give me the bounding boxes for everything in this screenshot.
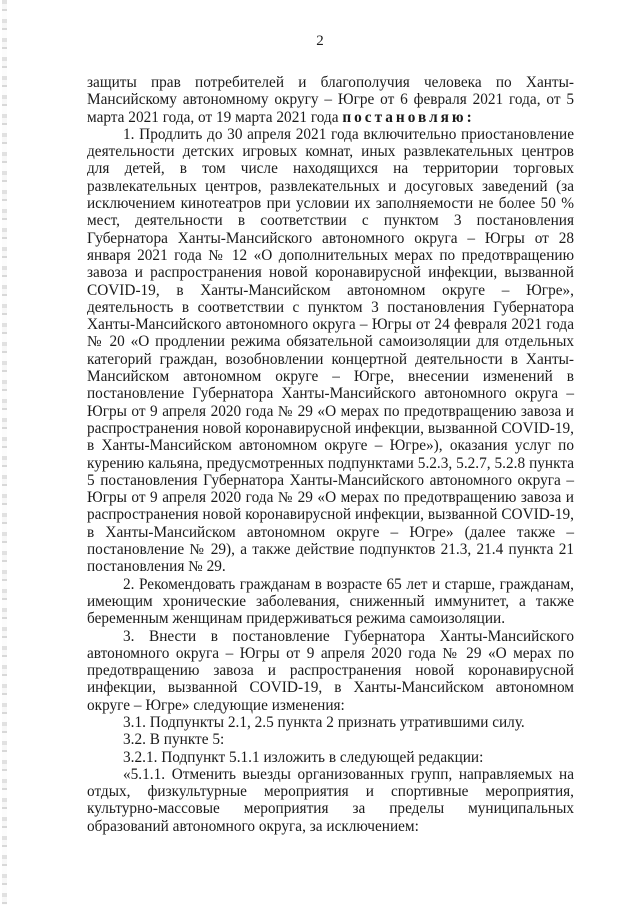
paragraph-5-1-1: «5.1.1. Отменить выезды организованных групп, направляемых на отдых, физкультурные мероприятия и спортивные мероприятия, культурно-массовые мероприятия за пределы муниципальных образований автономного округа, за исключением: (87, 765, 574, 835)
scan-edge (2, 0, 7, 905)
paragraph-1: 1. Продлить до 30 апреля 2021 года включительно приостановление деятельности детских игровых комнат, иных развлекательных центров для детей, в том числе находящихся на территории торговых развлекательных центров, развлекательных и досуговых заведений (за исключением кинотеатров при условии их заполняемости не более 50 % мест, деятельности в соответствии с пунктом 3 постановления Губернатора Ханты-Мансийского автономного округа – Югры от 28 января 2021 года № 12 «О дополнительных мерах по предотвращению завоза и распространения новой коронавирусной инфекции, вызванной COVID-19, в Ханты-Мансийском автономном округе – Югре», деятельность в соответствии с пунктом 3 постановления Губернатора Ханты-Мансийского автономного округа – Югры от 24 февраля 2021 года № 20 «О продлении режима обязательной самоизоляции для отдельных категорий граждан, возобновлении концертной деятельности в Ханты-Мансийском автономном округе – Югре, внесении изменений в постановление Губернатора Ханты-Мансийского автономного округа – Югры от 9 апреля 2020 года № 29 «О мерах по предотвращению завоза и распространения новой коронавирусной инфекции, вызванной COVID-19, в Ханты-Мансийском автономном округе – Югре»), оказания услуг по курению кальяна, предусмотренных подпунктами 5.2.3, 5.2.7, 5.2.8 пункта 5 постановления Губернатора Ханты-Мансийского автономного округа – Югры от 9 апреля 2020 года № 29 «О мерах по предотвращению завоза и распространения новой коронавирусной инфекции, вызванной COVID-19, в Ханты-Мансийском автономном округе – Югре» (далее также – постановление № 29), а также действие подпунктов 21.3, 21.4 пункта 21 постановления № 29. (87, 125, 574, 576)
paragraph-3: 3. Внести в постановление Губернатора Ханты-Мансийского автономного округа – Югры от 9 апреля 2020 года № 29 «О мерах по предотвращению завоза и распространения новой коронавирусной инфекции, вызванной COVID-19, в Ханты-Мансийском автономном округе – Югре» следующие изменения: (87, 627, 574, 714)
paragraph-preamble (87, 74, 574, 126)
page-number: 2 (316, 33, 324, 49)
document-body (87, 74, 574, 835)
paragraph-3-2-1: 3.2.1. Подпункт 5.1.1 изложить в следующей редакции: (123, 748, 484, 766)
decree-keyword: постановляю: (342, 108, 475, 126)
preamble-text: защиты прав потребителей и благополучия человека по Ханты-Мансийскому автономному округу – Югре от 6 февраля 2021 года, от 5 марта 2021 года, от 19 марта 2021 года (87, 74, 574, 126)
paragraph-3-1: 3.1. Подпункты 2.1, 2.5 пункта 2 признать утратившими силу. (123, 713, 525, 731)
paragraph-3-2: 3.2. В пункте 5: (123, 731, 225, 749)
paragraph-2: 2. Рекомендовать гражданам в возрасте 65 лет и старше, гражданам, имеющим хронические заболевания, сниженный иммунитет, а также беременным женщинам придерживаться режима самоизоляции. (87, 575, 574, 628)
